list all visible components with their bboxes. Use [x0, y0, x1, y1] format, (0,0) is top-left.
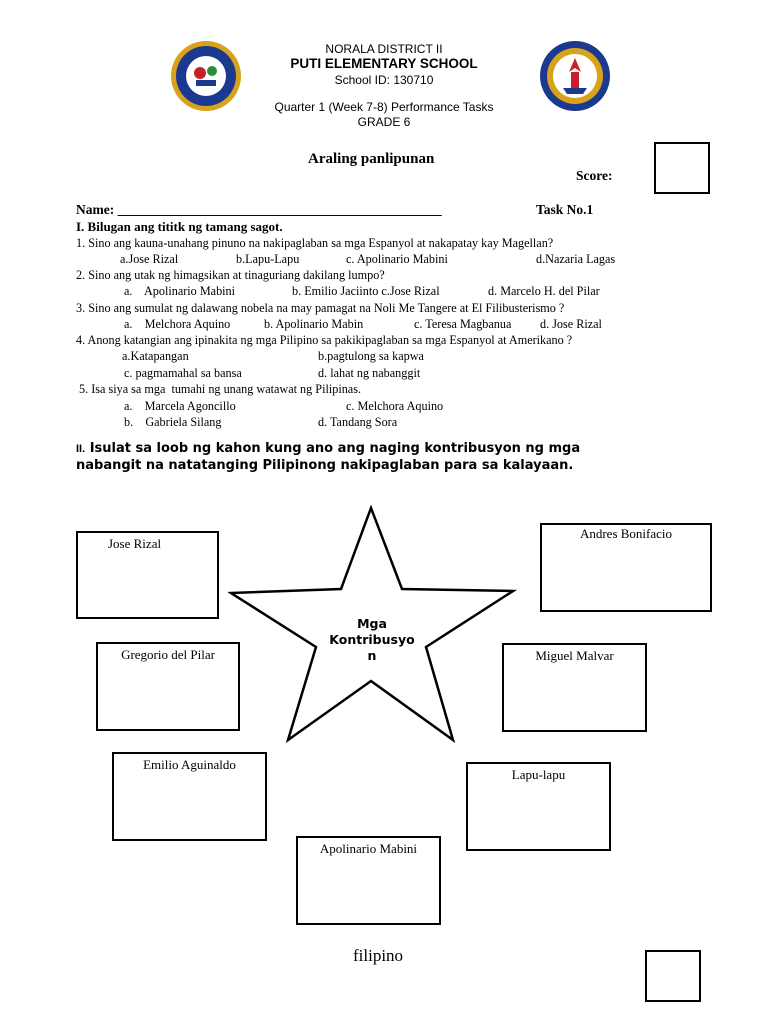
box-label: Lapu-lapu: [511, 767, 566, 782]
choice: d. Tandang Sora: [318, 415, 398, 429]
star-label: [320, 616, 424, 664]
box-andres-bonifacio[interactable]: [540, 523, 712, 612]
question-5: 5. Isa siya sa mga tumahi ng unang watawat ng Pilipinas.: [76, 382, 362, 396]
choice: b. Emilio Jaciinto c.Jose Rizal: [292, 284, 440, 298]
box-label: Jose Rizal: [108, 536, 162, 551]
box-apolinario-mabini[interactable]: [296, 836, 441, 925]
choice: a. Apolinario Mabini: [124, 284, 236, 298]
district-name: NORALA DISTRICT II: [325, 42, 443, 56]
choice: c. Teresa Magbanua: [414, 317, 512, 331]
star-label-line3: n: [367, 648, 377, 663]
score-label: Score:: [576, 168, 613, 183]
choice: a.Jose Rizal: [120, 252, 179, 266]
part2-number: II.: [76, 443, 86, 455]
box-label: Apolinario Mabini: [319, 841, 418, 856]
part2-text-line1: Isulat sa loob ng kahon kung ano ang naging kontribusyon ng mga: [85, 441, 581, 456]
star-label-line1: Mga: [357, 616, 387, 631]
score-box[interactable]: [654, 142, 710, 194]
box-label: Gregorio del Pilar: [121, 647, 215, 662]
question-1: 1. Sino ang kauna-unahang pinuno na nakipaglaban sa mga Espanyol at nakapatay kay Magellan?: [76, 236, 554, 250]
choice: b.Lapu-Lapu: [236, 252, 300, 266]
name-field[interactable]: Name: ________________________________________________: [76, 202, 442, 217]
choice: d. lahat ng nabanggit: [318, 366, 421, 380]
choice: b. Gabriela Silang: [124, 415, 222, 429]
box-lapu-lapu[interactable]: [466, 762, 611, 851]
box-jose-rizal[interactable]: [76, 531, 219, 619]
box-emilio-aguinaldo[interactable]: [112, 752, 267, 841]
question-4: 4. Anong katangian ang ipinakita ng mga Pilipino sa pakikipaglaban sa mga Espanyol at Amerikano ?: [76, 333, 573, 347]
grade-label: GRADE 6: [357, 115, 411, 129]
star-label-line2: Kontribusyo: [329, 632, 415, 647]
subject-title: Araling panlipunan: [308, 151, 435, 167]
part1-title: I. Bilugan ang tititk ng tamang sagot.: [76, 219, 283, 234]
box-gregorio-del-pilar[interactable]: [96, 642, 240, 731]
choice: a. Melchora Aquino: [124, 317, 231, 331]
choice: a. Marcela Agoncillo: [124, 399, 236, 413]
choice: c. pagmamahal sa bansa: [124, 366, 242, 380]
choice: c. Melchora Aquino: [346, 399, 444, 413]
choice: d. Marcelo H. del Pilar: [488, 284, 600, 298]
choice: b. Apolinario Mabin: [264, 317, 364, 331]
question-2: 2. Sino ang utak ng himagsikan at tinaguriang dakilang lumpo?: [76, 268, 385, 282]
box-label: Miguel Malvar: [535, 648, 614, 663]
box-label: Emilio Aguinaldo: [143, 757, 236, 772]
choice: d.Nazaria Lagas: [536, 252, 616, 266]
part2-instructions: [76, 440, 580, 456]
choice: b.pagtulong sa kapwa: [318, 349, 424, 363]
school-name: PUTI ELEMENTARY SCHOOL: [290, 56, 478, 71]
choice: c. Apolinario Mabini: [346, 252, 448, 266]
question-3: 3. Sino ang sumulat ng dalawang nobela na may pamagat na Noli Me Tangere at El Filibusterismo ?: [76, 301, 565, 315]
box-miguel-malvar[interactable]: [502, 643, 647, 732]
school-id: School ID: 130710: [334, 73, 434, 87]
box-label: Andres Bonifacio: [579, 526, 673, 541]
footer-subject: filipino: [353, 946, 404, 965]
choice: a.Katapangan: [122, 349, 189, 363]
footer-score-box[interactable]: [645, 950, 701, 1002]
choice: d. Jose Rizal: [540, 317, 602, 331]
part2-text-line2: nabangit na natatanging Pilipinong nakipaglaban para sa kalayaan.: [76, 458, 574, 473]
task-label: Task No.1: [536, 202, 594, 217]
quarter-label: Quarter 1 (Week 7-8) Performance Tasks: [274, 100, 494, 114]
